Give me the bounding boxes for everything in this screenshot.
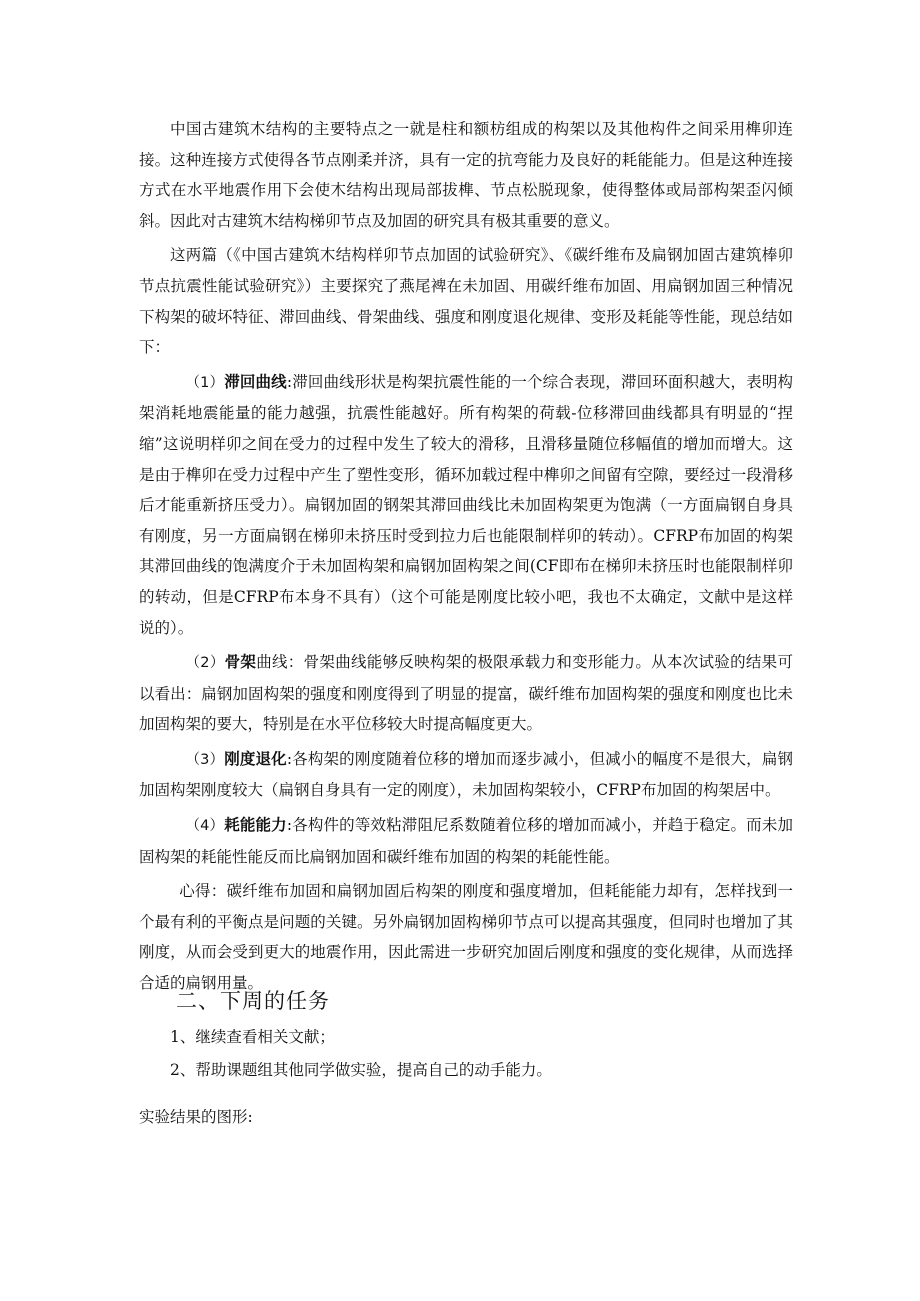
finding-heading: 滞回曲线 xyxy=(224,372,287,391)
finding-text: :各构件的等效粘滞阻尼系数随着位移的增加而减小，并趋于稳定。而未加固构架的耗能性能反而比扁钢加固和碳纤维布加固的构架的耗能性能。 xyxy=(139,816,793,866)
summary-paragraph: 这两篇（《中国古建筑木结构样卯节点加固的试验研究》、《碳纤维布及扁钢加固古建筑棒卯节点抗震性能试验研究》）主要探究了燕尾裨在未加固、用碳纤维布加固、用扁钢加固三种情况下构架的破坏特征、滞回曲线、骨架曲线、强度和刚度退化规律、变形及耗能等性能，现总结如下： xyxy=(139,246,793,357)
finding-heading: 骨架 xyxy=(224,653,257,672)
intro-paragraph: 中国古建筑木结构的主要特点之一就是柱和额枋组成的构架以及其他构件之间采用榫卯连接。这种连接方式使得各节点刚柔并济，具有一定的抗弯能力及良好的耗能能力。但是这种连接方式在水平地震作用下会使木结构出现局部拔榫、节点松脱现象，使得整体或局部构架歪闪倾斜。因此对古建筑木结构梯卯节点及加固的研究具有极其重要的意义。 xyxy=(139,120,793,230)
finding-stiffness xyxy=(139,744,793,806)
finding-number: （1） xyxy=(185,374,225,391)
finding-heading: 耗能能力 xyxy=(224,816,287,835)
finding-text: :各构架的刚度随着位移的增加而逐步减小，但减小的幅度不是很大，扁钢加固构架刚度较大（扁钢自身具有一定的刚度），未加固构架较小，CFRP布加固的构架居中。 xyxy=(139,749,793,800)
finding-number: （2） xyxy=(185,655,225,672)
finding-energy xyxy=(139,810,793,872)
finding-hysteresis xyxy=(139,367,793,643)
finding-text: 曲线：骨架曲线能够反映构架的极限承载力和变形能力。从本次试验的结果可以看出：扁钢加固构架的强度和刚度得到了明显的提富，碳纤维布加固构架的强度和刚度也比未加固构架的要大，特别是在水平位移较大时提高幅度更大。 xyxy=(139,653,793,734)
finding-skeleton xyxy=(139,647,793,740)
list-item: 1、继续查看相关文献； xyxy=(170,1028,335,1046)
document-body xyxy=(139,114,793,1003)
finding-number: （4） xyxy=(185,818,225,835)
reflection-paragraph: 心得：碳纤维布加固和扁钢加固后构架的刚度和强度增加，但耗能能力却有，怎样找到一个最有利的平衡点是问题的关键。另外扁钢加固构梯卯节点可以提高其强度，但同时也增加了其刚度，从而会受到更大的地震作用，因此需进一步研究加固后刚度和强度的变化规律，从而选择合适的扁钢用量。 xyxy=(139,882,793,993)
finding-heading: 刚度退化 xyxy=(224,749,287,768)
list-item: 2、帮助课题组其他同学做实验，提高自己的动手能力。 xyxy=(170,1061,552,1079)
finding-text: :滞回曲线形状是构架抗震性能的一个综合表现，滞回环面积越大，表明构架消耗地震能量的能力越强，抗震性能越好。所有构架的荷载-位移滞回曲线都具有明显的“捏缩”这说明样卯之间在受力的过程中发生了较大的滑移，且滑移量随位移幅值的增加而增大。这是由于榫卯在受力过程中产生了塑性变形，循环加载过程中榫卯之间留有空隙，要经过一段滑移后才能重新挤压受力）。扁钢加固的钢架其滞回曲线比未加固构架更为饱满（一方面扁钢自身具有刚度，另一方面扁钢在梯卯未挤压时受到拉力后也能限制样卯的转动）。CFRP布加固的构架其滞回曲线的饱满度介于未加固构架和扁钢加固构架之间(CF即布在梯卯未挤压时也能限制样卯的转动，但是CFRP布本身不具有）（这个可能是刚度比较小吧，我也不太确定，文献中是这样说的）。 xyxy=(139,372,793,637)
task-list xyxy=(170,1021,552,1087)
section-heading: 二、下周的任务 xyxy=(176,989,330,1013)
figure-caption: 实验结果的图形: xyxy=(139,1108,253,1126)
finding-number: （3） xyxy=(185,751,225,768)
